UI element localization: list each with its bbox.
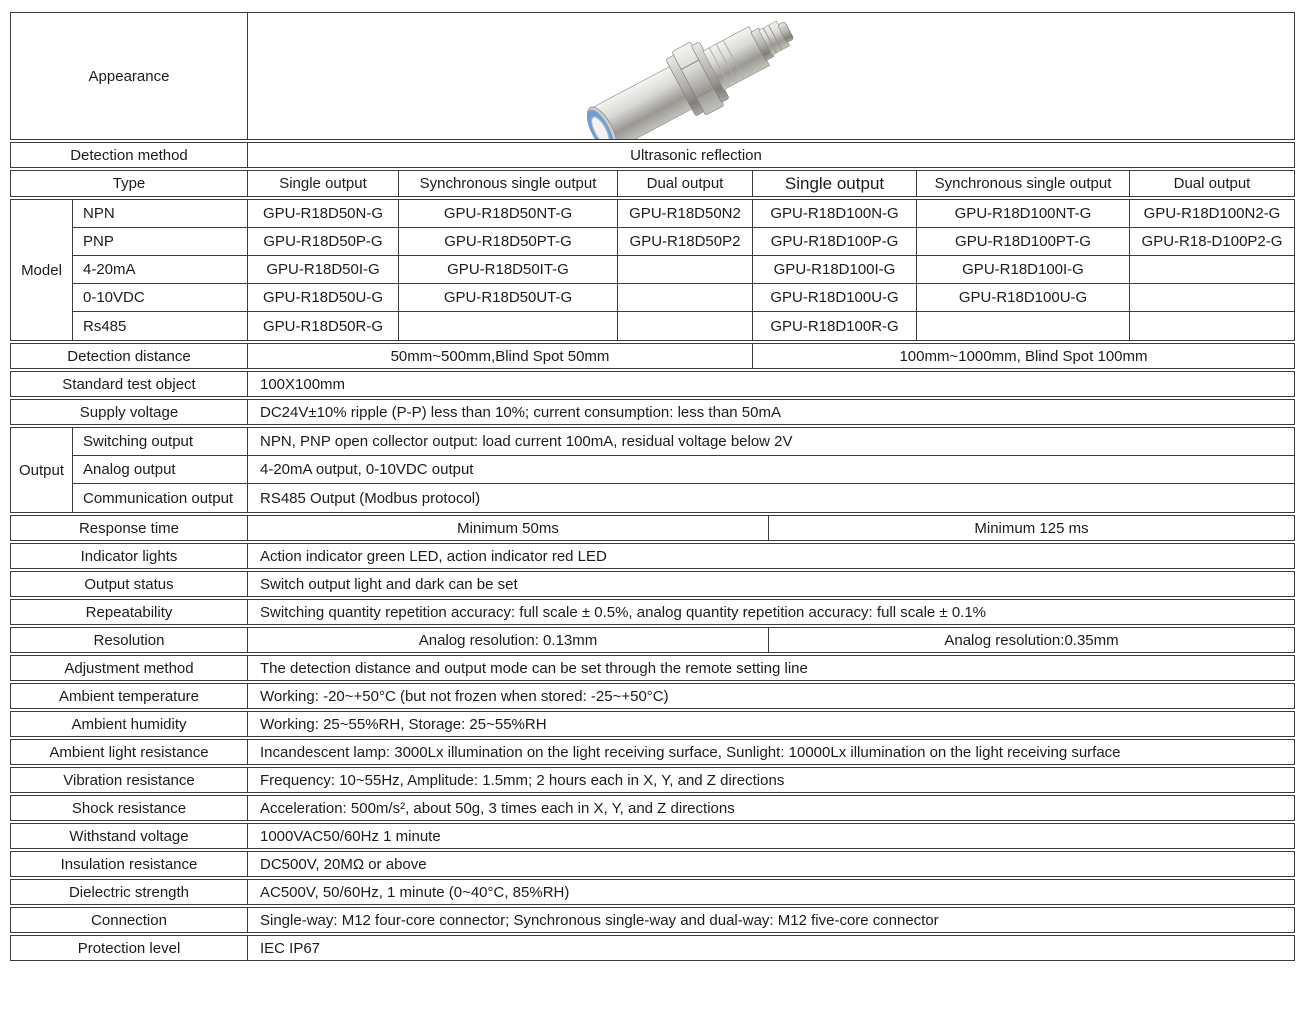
model-cell: GPU-R18D50P-G xyxy=(248,228,399,255)
row-label: Adjustment method xyxy=(11,656,248,680)
row-label: Dielectric strength xyxy=(11,880,248,904)
row-label: Response time xyxy=(11,516,248,540)
model-cell: GPU-R18D100I-G xyxy=(753,256,917,283)
model-row-0-10vdc xyxy=(73,284,1294,312)
model-cell: GPU-R18D50NT-G xyxy=(399,200,618,227)
type-col: Synchronous single output xyxy=(917,171,1130,196)
row-value: Action indicator green LED, action indicator red LED xyxy=(260,547,607,565)
model-cell: GPU-R18D50UT-G xyxy=(399,284,618,311)
model-cell xyxy=(1130,284,1294,311)
row-label: Standard test object xyxy=(11,372,248,396)
standard-test-object-row xyxy=(10,371,1295,397)
row-label: Withstand voltage xyxy=(11,824,248,848)
appearance-photo-cell xyxy=(248,13,1294,139)
response-time-row xyxy=(10,515,1295,541)
resolution-100: Analog resolution:0.35mm xyxy=(944,631,1119,649)
row-value: IEC IP67 xyxy=(260,939,321,957)
row-label: Output status xyxy=(11,572,248,596)
row-label: Ambient temperature xyxy=(11,684,248,708)
model-cell xyxy=(1130,256,1294,283)
row-label: Detection method xyxy=(11,143,248,167)
model-type: NPN xyxy=(73,200,248,227)
output-value: NPN, PNP open collector output: load current 100mA, residual voltage below 2V xyxy=(260,433,793,450)
row-label: Repeatability xyxy=(11,600,248,624)
model-block xyxy=(10,199,1295,341)
spec-table xyxy=(10,12,1295,961)
type-label: Type xyxy=(11,171,248,196)
detection-distance-100: 100mm~1000mm, Blind Spot 100mm xyxy=(899,347,1148,365)
model-cell: GPU-R18D50P2 xyxy=(618,228,753,255)
model-cell xyxy=(618,312,753,340)
resolution-row xyxy=(10,627,1295,653)
output-row-analog xyxy=(73,456,1294,484)
response-time-50: Minimum 50ms xyxy=(248,516,769,540)
output-row-communication xyxy=(73,484,1294,512)
model-cell xyxy=(399,312,618,340)
model-type: PNP xyxy=(73,228,248,255)
row-value: Switching quantity repetition accuracy: full scale ± 0.5%, analog quantity repetition accuracy: full scale ± 0.1% xyxy=(260,603,987,621)
row-value: DC24V±10% ripple (P-P) less than 10%; current consumption: less than 50mA xyxy=(260,403,781,421)
repeatability-row xyxy=(10,599,1295,625)
row-label: Resolution xyxy=(11,628,248,652)
model-type: 4-20mA xyxy=(73,256,248,283)
model-cell: GPU-R18D50U-G xyxy=(248,284,399,311)
model-cell: GPU-R18D100U-G xyxy=(753,284,917,311)
row-label: Vibration resistance xyxy=(11,768,248,792)
appearance-label: Appearance xyxy=(11,13,248,139)
ambient-humidity-row xyxy=(10,711,1295,737)
model-cell: GPU-R18D50R-G xyxy=(248,312,399,340)
type-col: Dual output xyxy=(618,171,753,196)
output-sublabel: Analog output xyxy=(73,456,248,483)
row-label: Indicator lights xyxy=(11,544,248,568)
model-cell xyxy=(618,256,753,283)
type-col: Single output xyxy=(753,171,917,196)
connection-row xyxy=(10,907,1295,933)
model-cell: GPU-R18-D100P2-G xyxy=(1141,233,1283,250)
type-header-row xyxy=(10,170,1295,197)
model-row-rs485 xyxy=(73,312,1294,340)
ambient-light-resistance-row xyxy=(10,739,1295,765)
row-label: Ambient light resistance xyxy=(11,740,248,764)
model-cell xyxy=(1130,312,1294,340)
output-sublabel: Communication output xyxy=(73,484,248,512)
model-cell: GPU-R18D100NT-G xyxy=(917,200,1130,227)
supply-voltage-row xyxy=(10,399,1295,425)
output-value: 4-20mA output, 0-10VDC output xyxy=(260,461,474,478)
row-label: Protection level xyxy=(11,936,248,960)
output-block xyxy=(10,427,1295,513)
row-value: DC500V, 20MΩ or above xyxy=(260,855,427,873)
row-value: Acceleration: 500m/s², about 50g, 3 times each in X, Y, and Z directions xyxy=(260,799,735,817)
dielectric-strength-row xyxy=(10,879,1295,905)
response-time-100: Minimum 125 ms xyxy=(974,519,1089,537)
model-type: 0-10VDC xyxy=(73,284,248,311)
model-cell: GPU-R18D50N2 xyxy=(618,200,753,227)
row-label: Connection xyxy=(11,908,248,932)
output-row-switching xyxy=(73,428,1294,456)
vibration-resistance-row xyxy=(10,767,1295,793)
model-group-label: Model xyxy=(11,200,73,340)
protection-level-row xyxy=(10,935,1295,961)
row-value: Incandescent lamp: 3000Lx illumination on the light receiving surface, Sunlight: 10000Lx illumination on the light receiving surface xyxy=(260,743,1121,761)
appearance-row xyxy=(10,12,1295,140)
row-label: Detection distance xyxy=(11,344,248,368)
row-value: The detection distance and output mode can be set through the remote setting line xyxy=(260,659,808,677)
model-row-npn xyxy=(73,200,1294,228)
adjustment-method-row xyxy=(10,655,1295,681)
ambient-temperature-row xyxy=(10,683,1295,709)
output-group-label: Output xyxy=(11,428,73,512)
model-cell xyxy=(917,312,1130,340)
output-sublabel: Switching output xyxy=(73,428,248,455)
model-cell: GPU-R18D100R-G xyxy=(753,312,917,340)
withstand-voltage-row xyxy=(10,823,1295,849)
model-cell: GPU-R18D100N2-G xyxy=(1143,205,1281,222)
model-type: Rs485 xyxy=(73,312,248,340)
model-row-4-20ma xyxy=(73,256,1294,284)
model-cell: GPU-R18D50PT-G xyxy=(399,228,618,255)
detection-method-row xyxy=(10,142,1295,168)
model-row-pnp xyxy=(73,228,1294,256)
detection-distance-50: 50mm~500mm,Blind Spot 50mm xyxy=(248,344,753,368)
model-cell: GPU-R18D100P-G xyxy=(753,228,917,255)
row-value: Single-way: M12 four-core connector; Synchronous single-way and dual-way: M12 five-core connector xyxy=(260,911,939,929)
output-status-row xyxy=(10,571,1295,597)
type-col: Dual output xyxy=(1173,175,1251,192)
row-value: 1000VAC50/60Hz 1 minute xyxy=(260,827,441,845)
detection-distance-row xyxy=(10,343,1295,369)
row-value: 100X100mm xyxy=(260,375,346,393)
model-cell: GPU-R18D100I-G xyxy=(917,256,1130,283)
row-value: Frequency: 10~55Hz, Amplitude: 1.5mm; 2 hours each in X, Y, and Z directions xyxy=(260,771,785,789)
insulation-resistance-row xyxy=(10,851,1295,877)
model-cell: GPU-R18D50IT-G xyxy=(399,256,618,283)
indicator-lights-row xyxy=(10,543,1295,569)
row-value: Switch output light and dark can be set xyxy=(260,575,518,593)
row-value: Ultrasonic reflection xyxy=(630,146,762,164)
model-cell: GPU-R18D100U-G xyxy=(917,284,1130,311)
ultrasonic-sensor-photo xyxy=(566,15,846,139)
resolution-50: Analog resolution: 0.13mm xyxy=(248,628,769,652)
row-value: AC500V, 50/60Hz, 1 minute (0~40°C, 85%RH) xyxy=(260,883,570,901)
output-value: RS485 Output (Modbus protocol) xyxy=(260,489,481,507)
row-value: Working: 25~55%RH, Storage: 25~55%RH xyxy=(260,715,547,733)
model-cell: GPU-R18D100N-G xyxy=(753,200,917,227)
model-cell: GPU-R18D100PT-G xyxy=(917,228,1130,255)
row-label: Supply voltage xyxy=(11,400,248,424)
row-label: Shock resistance xyxy=(11,796,248,820)
model-cell: GPU-R18D50I-G xyxy=(248,256,399,283)
row-value: Working: -20~+50°C (but not frozen when stored: -25~+50°C) xyxy=(260,687,669,705)
model-cell xyxy=(618,284,753,311)
type-col: Synchronous single output xyxy=(399,171,618,196)
shock-resistance-row xyxy=(10,795,1295,821)
row-label: Insulation resistance xyxy=(11,852,248,876)
row-label: Ambient humidity xyxy=(11,712,248,736)
type-col: Single output xyxy=(248,171,399,196)
model-cell: GPU-R18D50N-G xyxy=(248,200,399,227)
